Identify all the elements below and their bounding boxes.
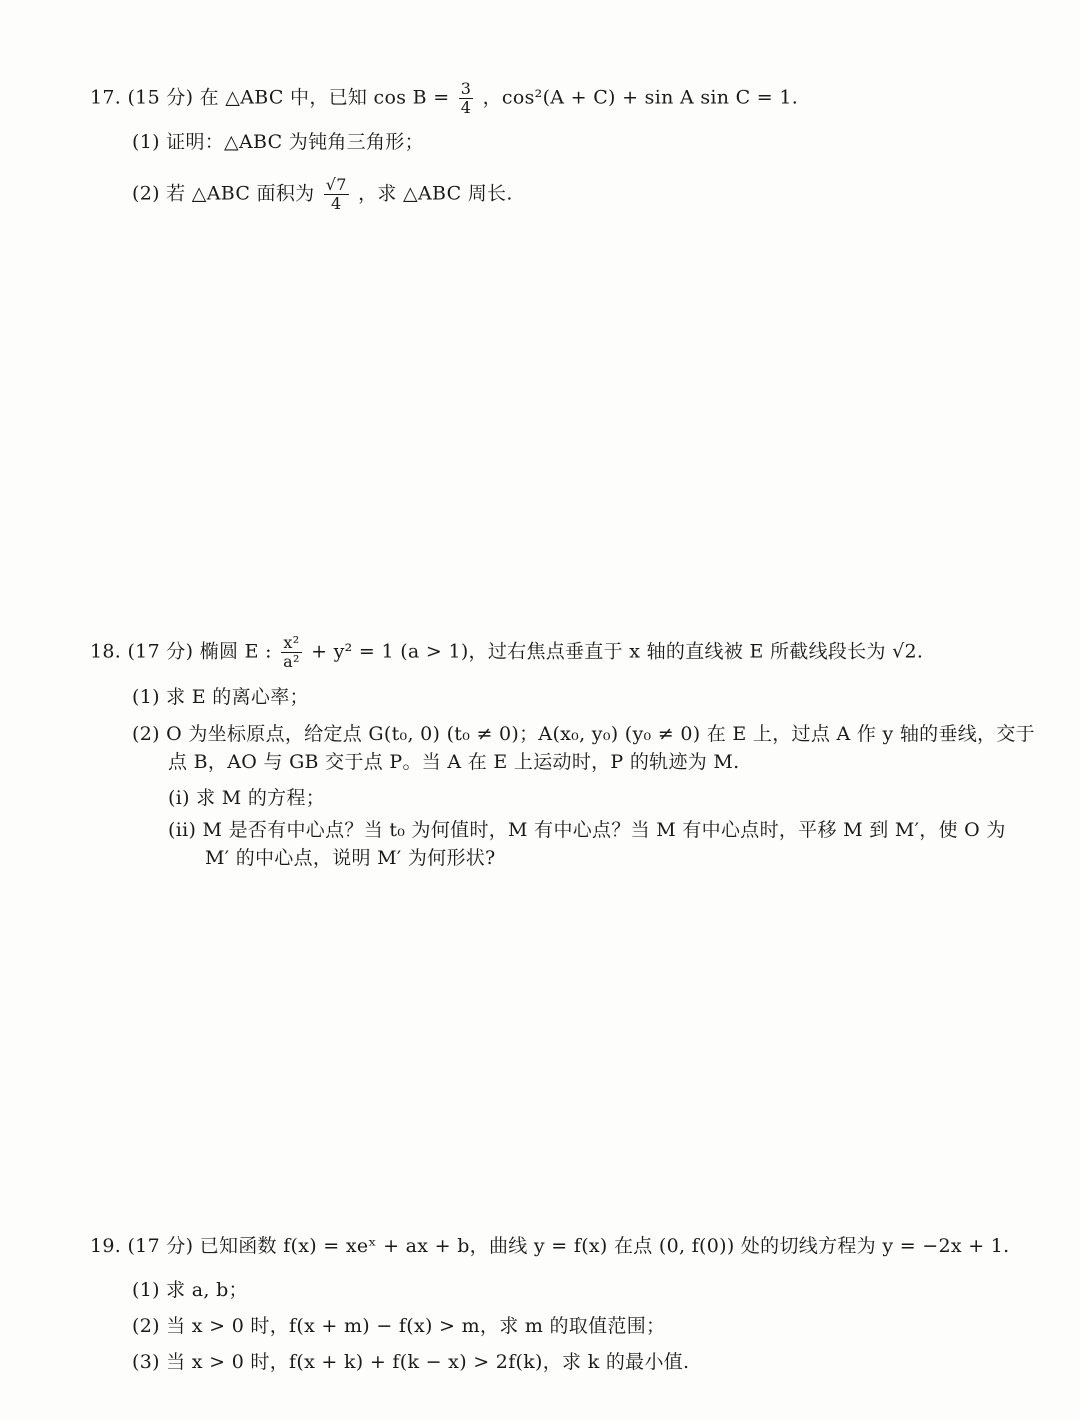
q19-stem-text: 已知函数 f(x) = xeˣ + ax + b，曲线 y = f(x) 在点 (0, f(0)) 处的切线方程为 y = −2x + 1. xyxy=(199,1235,1010,1257)
q18-fraction xyxy=(281,634,302,671)
q18-part-2-line-1: (2) O 为坐标原点，给定点 G(t₀, 0) (t₀ ≠ 0)；A(x₀, y₀) (y₀ ≠ 0) 在 E 上，过点 A 作 y 轴的垂线，交于 xyxy=(132,723,1035,745)
q18-part-2-line-2: 点 B，AO 与 GB 交于点 P。当 A 在 E 上运动时，P 的轨迹为 M. xyxy=(168,751,740,773)
q18-sub-ii-line-2: M′ 的中心点，说明 M′ 为何形状? xyxy=(205,847,496,869)
q17-part-2-numerator: √7 xyxy=(325,175,347,194)
q17-fraction-numerator: 3 xyxy=(460,79,472,98)
q17-part-2-text-b: ，求 △ABC 周长. xyxy=(358,182,513,205)
q18-sub-i: (i) 求 M 的方程； xyxy=(168,787,326,809)
q17-points: (15 分) xyxy=(127,86,194,109)
q18-fraction-numerator: x² xyxy=(281,634,302,653)
q17-part-1: (1) 证明：△ABC 为钝角三角形； xyxy=(132,131,424,153)
q17-part-2 xyxy=(132,176,513,213)
q18-points: (17 分) xyxy=(127,640,194,663)
q17-part-2-text-a: (2) 若 △ABC 面积为 xyxy=(132,182,315,205)
q19-points: (17 分) xyxy=(127,1235,194,1257)
q17-stem xyxy=(90,80,798,117)
q18-stem xyxy=(90,634,923,671)
q17-part-2-denominator: 4 xyxy=(331,194,342,213)
q17-fraction-denominator: 4 xyxy=(460,98,472,117)
q19-part-1: (1) 求 a, b； xyxy=(132,1279,248,1301)
q19-stem xyxy=(90,1232,1010,1260)
q17-fraction xyxy=(459,80,473,117)
q19-part-2: (2) 当 x > 0 时，f(x + m) − f(x) > m，求 m 的取值范围； xyxy=(132,1315,666,1337)
q19-part-3: (3) 当 x > 0 时，f(x + k) + f(k − x) > 2f(k)，求 k 的最小值. xyxy=(132,1351,690,1373)
q18-stem-text-b: + y² = 1 (a > 1)，过右焦点垂直于 x 轴的直线被 E 所截线段长为 √2. xyxy=(311,640,924,663)
q18-fraction-denominator: a² xyxy=(283,652,300,671)
q18-sub-ii-line-1: (ii) M 是否有中心点？当 t₀ 为何值时，M 有中心点？当 M 有中心点时，平移 M 到 M′，使 O 为 xyxy=(168,819,1006,841)
q18-part-1: (1) 求 E 的离心率； xyxy=(132,686,309,708)
q17-number: 17. xyxy=(90,86,122,109)
q17-stem-text-b: ，cos²(A + C) + sin A sin C = 1. xyxy=(482,86,799,109)
q17-stem-text-a: 在 △ABC 中，已知 cos B = xyxy=(199,86,450,109)
q18-stem-text-a: 椭圆 E : xyxy=(199,640,272,663)
q19-number: 19. xyxy=(90,1235,122,1257)
q17-part-2-fraction xyxy=(324,176,349,213)
q18-number: 18. xyxy=(90,640,122,663)
